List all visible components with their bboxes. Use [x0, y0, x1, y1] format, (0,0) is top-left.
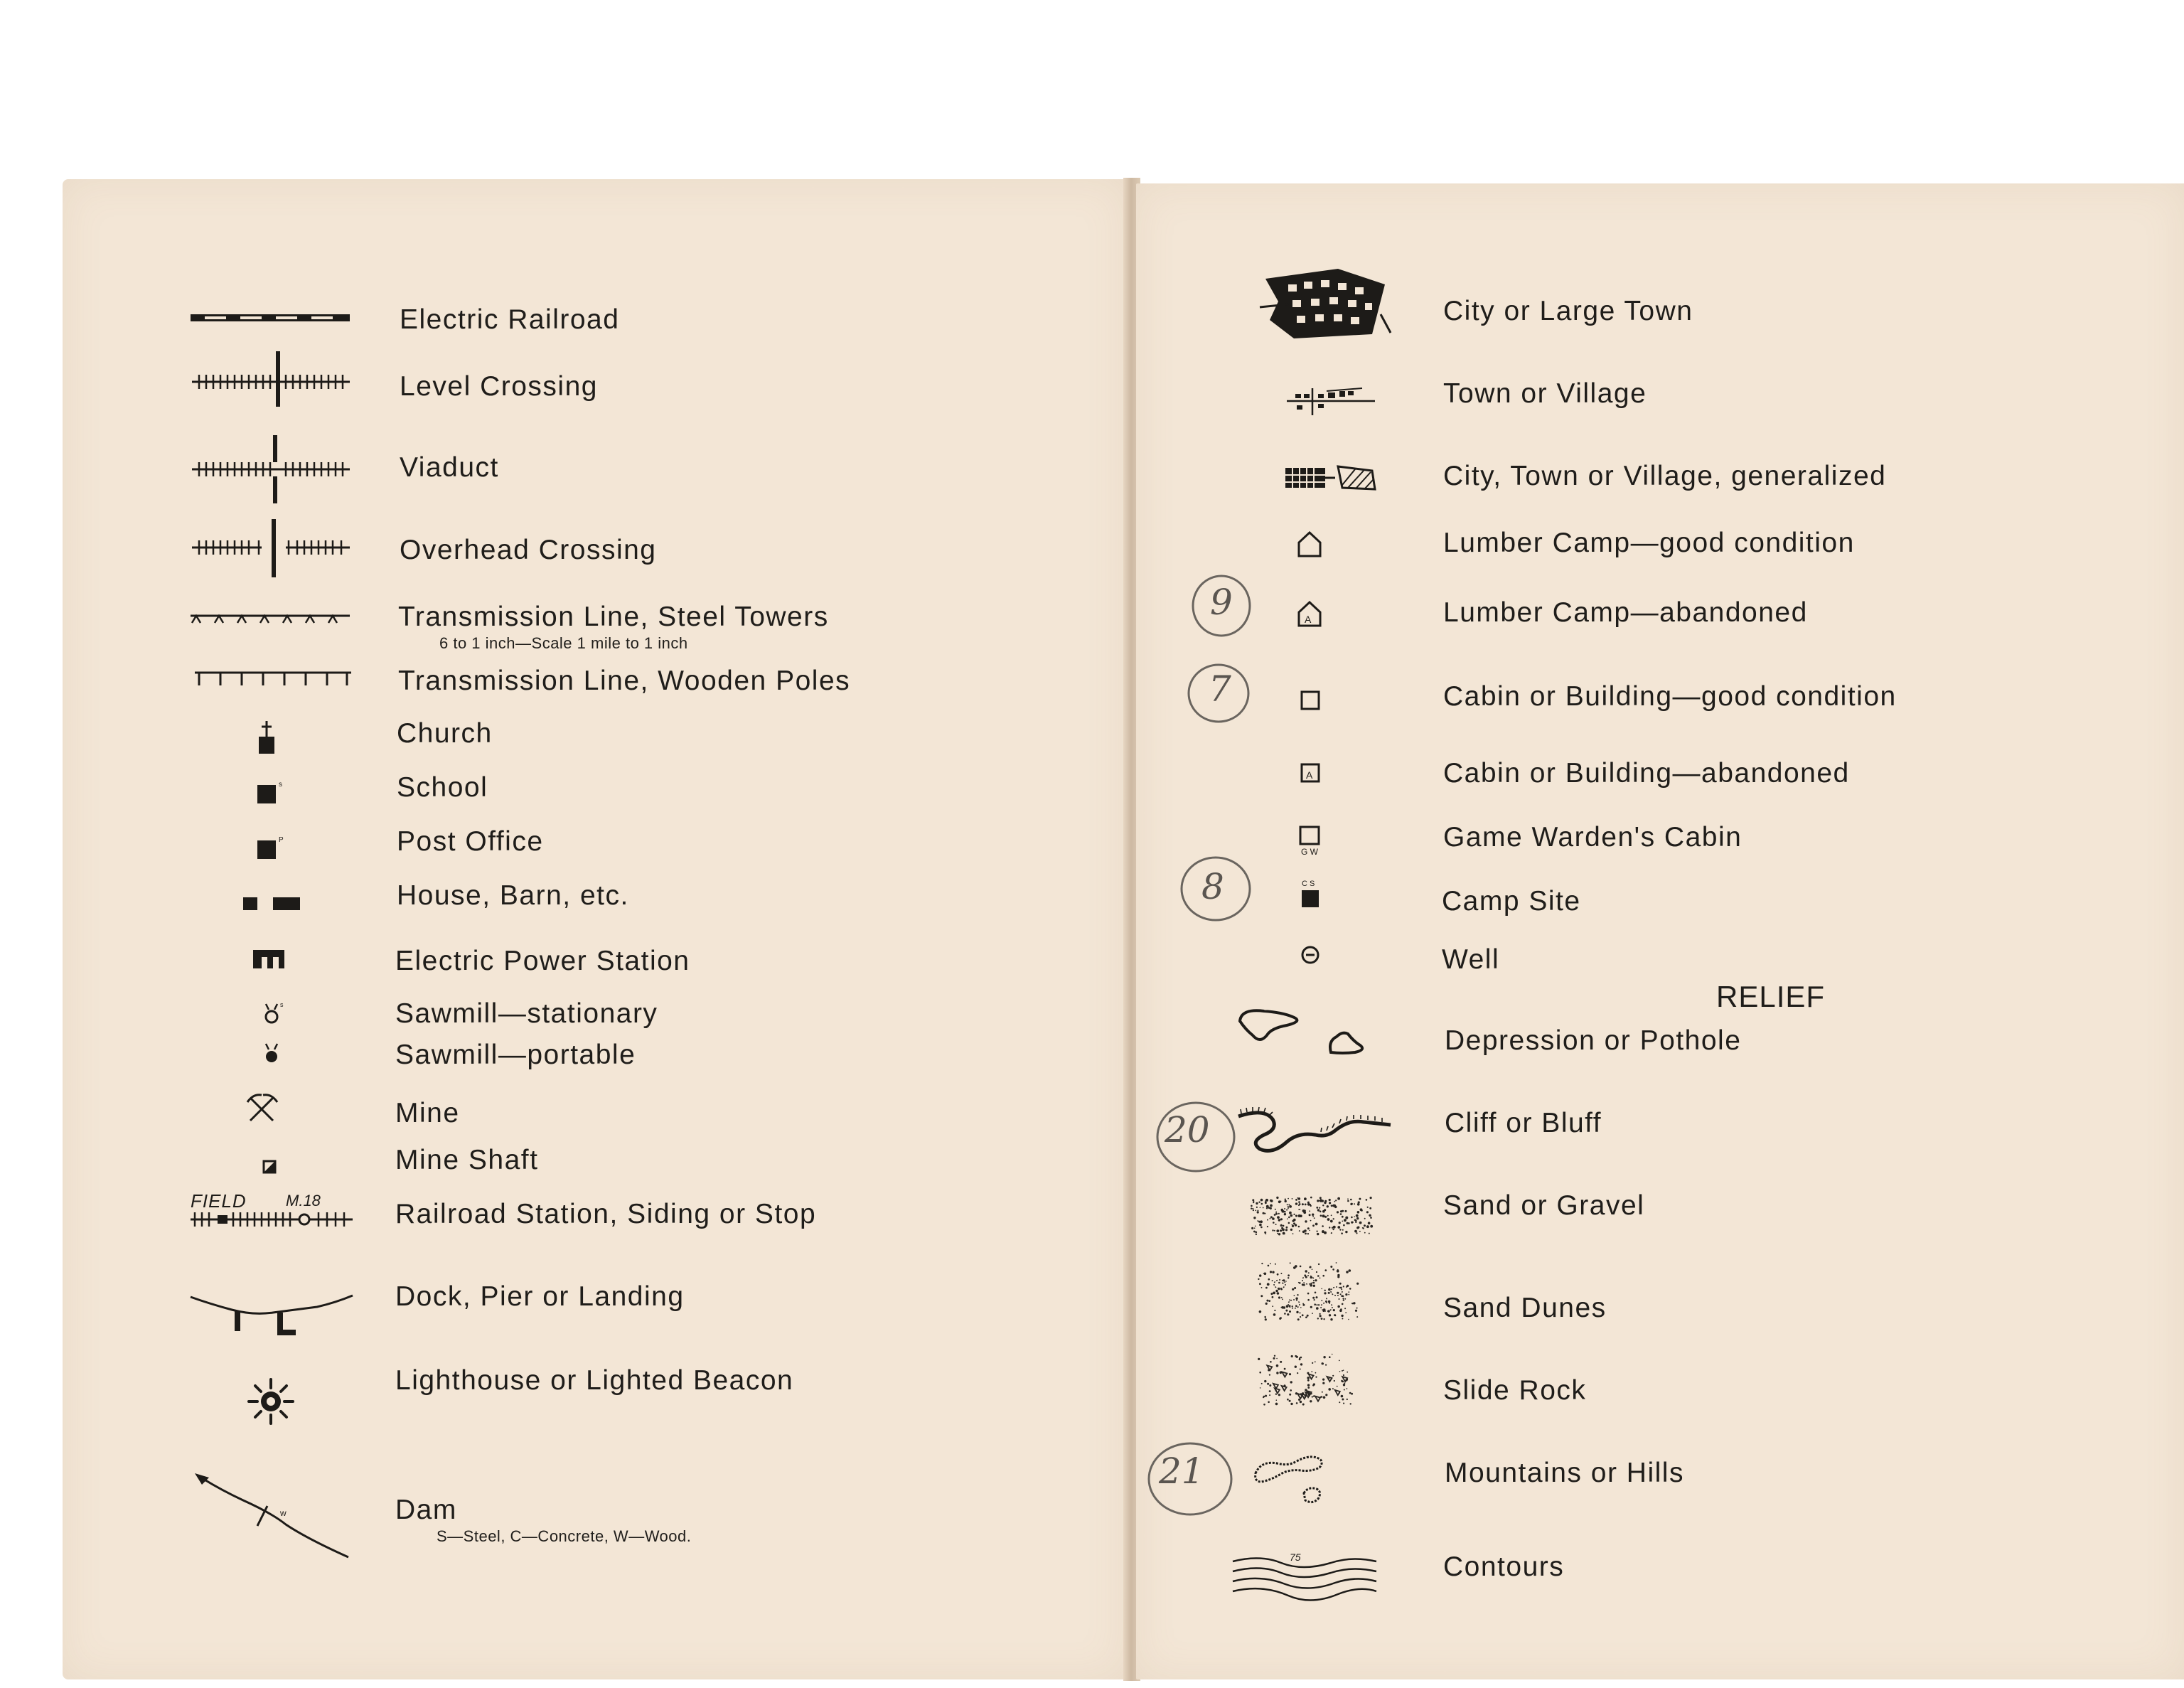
legend-label-sawmill-stationary: Sawmill—stationary — [395, 998, 658, 1029]
mountains-symbol — [1251, 1448, 1337, 1509]
railroad-station-mile-text: M.18 — [286, 1192, 321, 1209]
railroad-station-symbol — [189, 1190, 355, 1233]
legend-label-lumber-camp-abandoned: Lumber Camp—abandoned — [1443, 597, 1808, 628]
electric-railroad-symbol — [189, 311, 353, 326]
game-warden-cabin-symbol — [1298, 825, 1322, 858]
handwritten-number-7: 7 — [1209, 668, 1231, 710]
handwritten-number-20: 20 — [1165, 1109, 1210, 1150]
handwritten-number-8: 8 — [1201, 866, 1224, 907]
legend-label-lumber-camp-good: Lumber Camp—good condition — [1443, 528, 1855, 558]
contour-elevation-label: 75 — [1290, 1551, 1301, 1563]
legend-label-slide-rock: Slide Rock — [1443, 1375, 1587, 1406]
legend-label-sand-gravel: Sand or Gravel — [1443, 1190, 1645, 1221]
legend-label-game-warden-cabin: Game Warden's Cabin — [1443, 822, 1743, 853]
svg-text:G W: G W — [1301, 847, 1318, 857]
legend-label-cabin-abandoned: Cabin or Building—abandoned — [1443, 758, 1850, 789]
legend-label-depression: Depression or Pothole — [1445, 1025, 1742, 1056]
viaduct-symbol — [191, 434, 354, 505]
steel-towers-symbol — [189, 606, 353, 626]
legend-label-mine: Mine — [395, 1098, 460, 1128]
legend-label-sand-dunes: Sand Dunes — [1443, 1293, 1607, 1323]
legend-label-cabin-good: Cabin or Building—good condition — [1443, 681, 1897, 712]
town-symbol — [1284, 384, 1376, 417]
dock-symbol — [189, 1288, 355, 1342]
legend-label-house-barn: House, Barn, etc. — [397, 880, 629, 911]
house-barn-symbol — [242, 894, 306, 912]
legend-label-overhead-crossing: Overhead Crossing — [400, 535, 657, 565]
generalized-town-symbol — [1284, 464, 1376, 492]
contours-symbol — [1231, 1550, 1381, 1614]
church-symbol — [255, 720, 279, 757]
legend-label-mine-shaft: Mine Shaft — [395, 1145, 539, 1175]
legend-label-viaduct: Viaduct — [400, 452, 499, 483]
legend-label-power-station: Electric Power Station — [395, 946, 690, 976]
handwritten-number-21: 21 — [1159, 1451, 1204, 1492]
legend-note-dam: S—Steel, C—Concrete, W—Wood. — [437, 1527, 692, 1545]
cliff-symbol — [1236, 1104, 1395, 1160]
post-office-symbol — [256, 832, 287, 862]
legend-label-lighthouse: Lighthouse or Lighted Beacon — [395, 1365, 794, 1396]
legend-label-railroad-station: Railroad Station, Siding or Stop — [395, 1199, 817, 1229]
slide-rock-symbol — [1258, 1354, 1352, 1405]
railroad-station-field-text: FIELD — [191, 1190, 247, 1212]
sand-gravel-symbol — [1251, 1197, 1374, 1234]
mine-shaft-symbol — [262, 1159, 279, 1176]
dam-symbol — [193, 1469, 357, 1561]
legend-label-level-crossing: Level Crossing — [400, 371, 598, 402]
legend-label-camp-site: Camp Site — [1442, 886, 1581, 917]
legend-label-post-office: Post Office — [397, 826, 544, 857]
legend-label-contours: Contours — [1443, 1551, 1565, 1582]
legend-label-church: Church — [397, 718, 493, 749]
well-symbol — [1300, 944, 1321, 966]
relief-heading: RELIEF — [1716, 980, 1826, 1013]
level-crossing-symbol — [191, 350, 354, 408]
lumber-camp-good-symbol — [1297, 530, 1322, 559]
svg-text:A: A — [1306, 769, 1313, 781]
legend-label-sawmill-portable: Sawmill—portable — [395, 1040, 636, 1070]
legend-label-generalized-town: City, Town or Village, generalized — [1443, 461, 1887, 491]
mine-symbol — [246, 1092, 279, 1123]
legend-label-mountains: Mountains or Hills — [1445, 1458, 1684, 1488]
handwritten-number-9: 9 — [1210, 582, 1233, 623]
legend-label-city: City or Large Town — [1443, 296, 1693, 326]
depression-symbol — [1236, 1003, 1378, 1059]
school-symbol — [256, 778, 287, 806]
cabin-good-symbol — [1300, 690, 1321, 711]
cabin-abandoned-symbol — [1300, 762, 1321, 784]
legend-label-dock: Dock, Pier or Landing — [395, 1281, 685, 1312]
camp-site-symbol — [1298, 877, 1324, 910]
wooden-poles-symbol — [193, 668, 354, 688]
legend-label-well: Well — [1442, 944, 1500, 975]
legend-label-steel-towers: Transmission Line, Steel Towers — [398, 602, 829, 632]
legend-note-steel-towers: 6 to 1 inch—Scale 1 mile to 1 inch — [439, 634, 688, 652]
sawmill-portable-symbol — [259, 1040, 287, 1068]
overhead-crossing-symbol — [191, 518, 354, 579]
lumber-camp-abandoned-symbol — [1297, 600, 1322, 629]
legend-label-dam: Dam — [395, 1495, 457, 1525]
legend-label-electric-railroad: Electric Railroad — [400, 304, 620, 335]
legend-label-cliff: Cliff or Bluff — [1445, 1108, 1602, 1138]
svg-text:C S: C S — [1302, 880, 1315, 888]
svg-text:w: w — [280, 1508, 287, 1518]
sand-dunes-symbol — [1258, 1263, 1358, 1320]
svg-text:s: s — [280, 1001, 284, 1008]
sawmill-stationary-symbol — [259, 998, 287, 1027]
power-station-symbol — [252, 947, 287, 970]
svg-text:P: P — [279, 836, 284, 844]
lighthouse-symbol — [246, 1377, 296, 1426]
legend-label-school: School — [397, 772, 488, 803]
legend-label-town: Town or Village — [1443, 378, 1647, 409]
svg-text:A: A — [1305, 614, 1312, 625]
legend-label-wooden-poles: Transmission Line, Wooden Poles — [398, 666, 851, 696]
city-symbol — [1260, 265, 1391, 343]
svg-text:s: s — [279, 781, 282, 789]
